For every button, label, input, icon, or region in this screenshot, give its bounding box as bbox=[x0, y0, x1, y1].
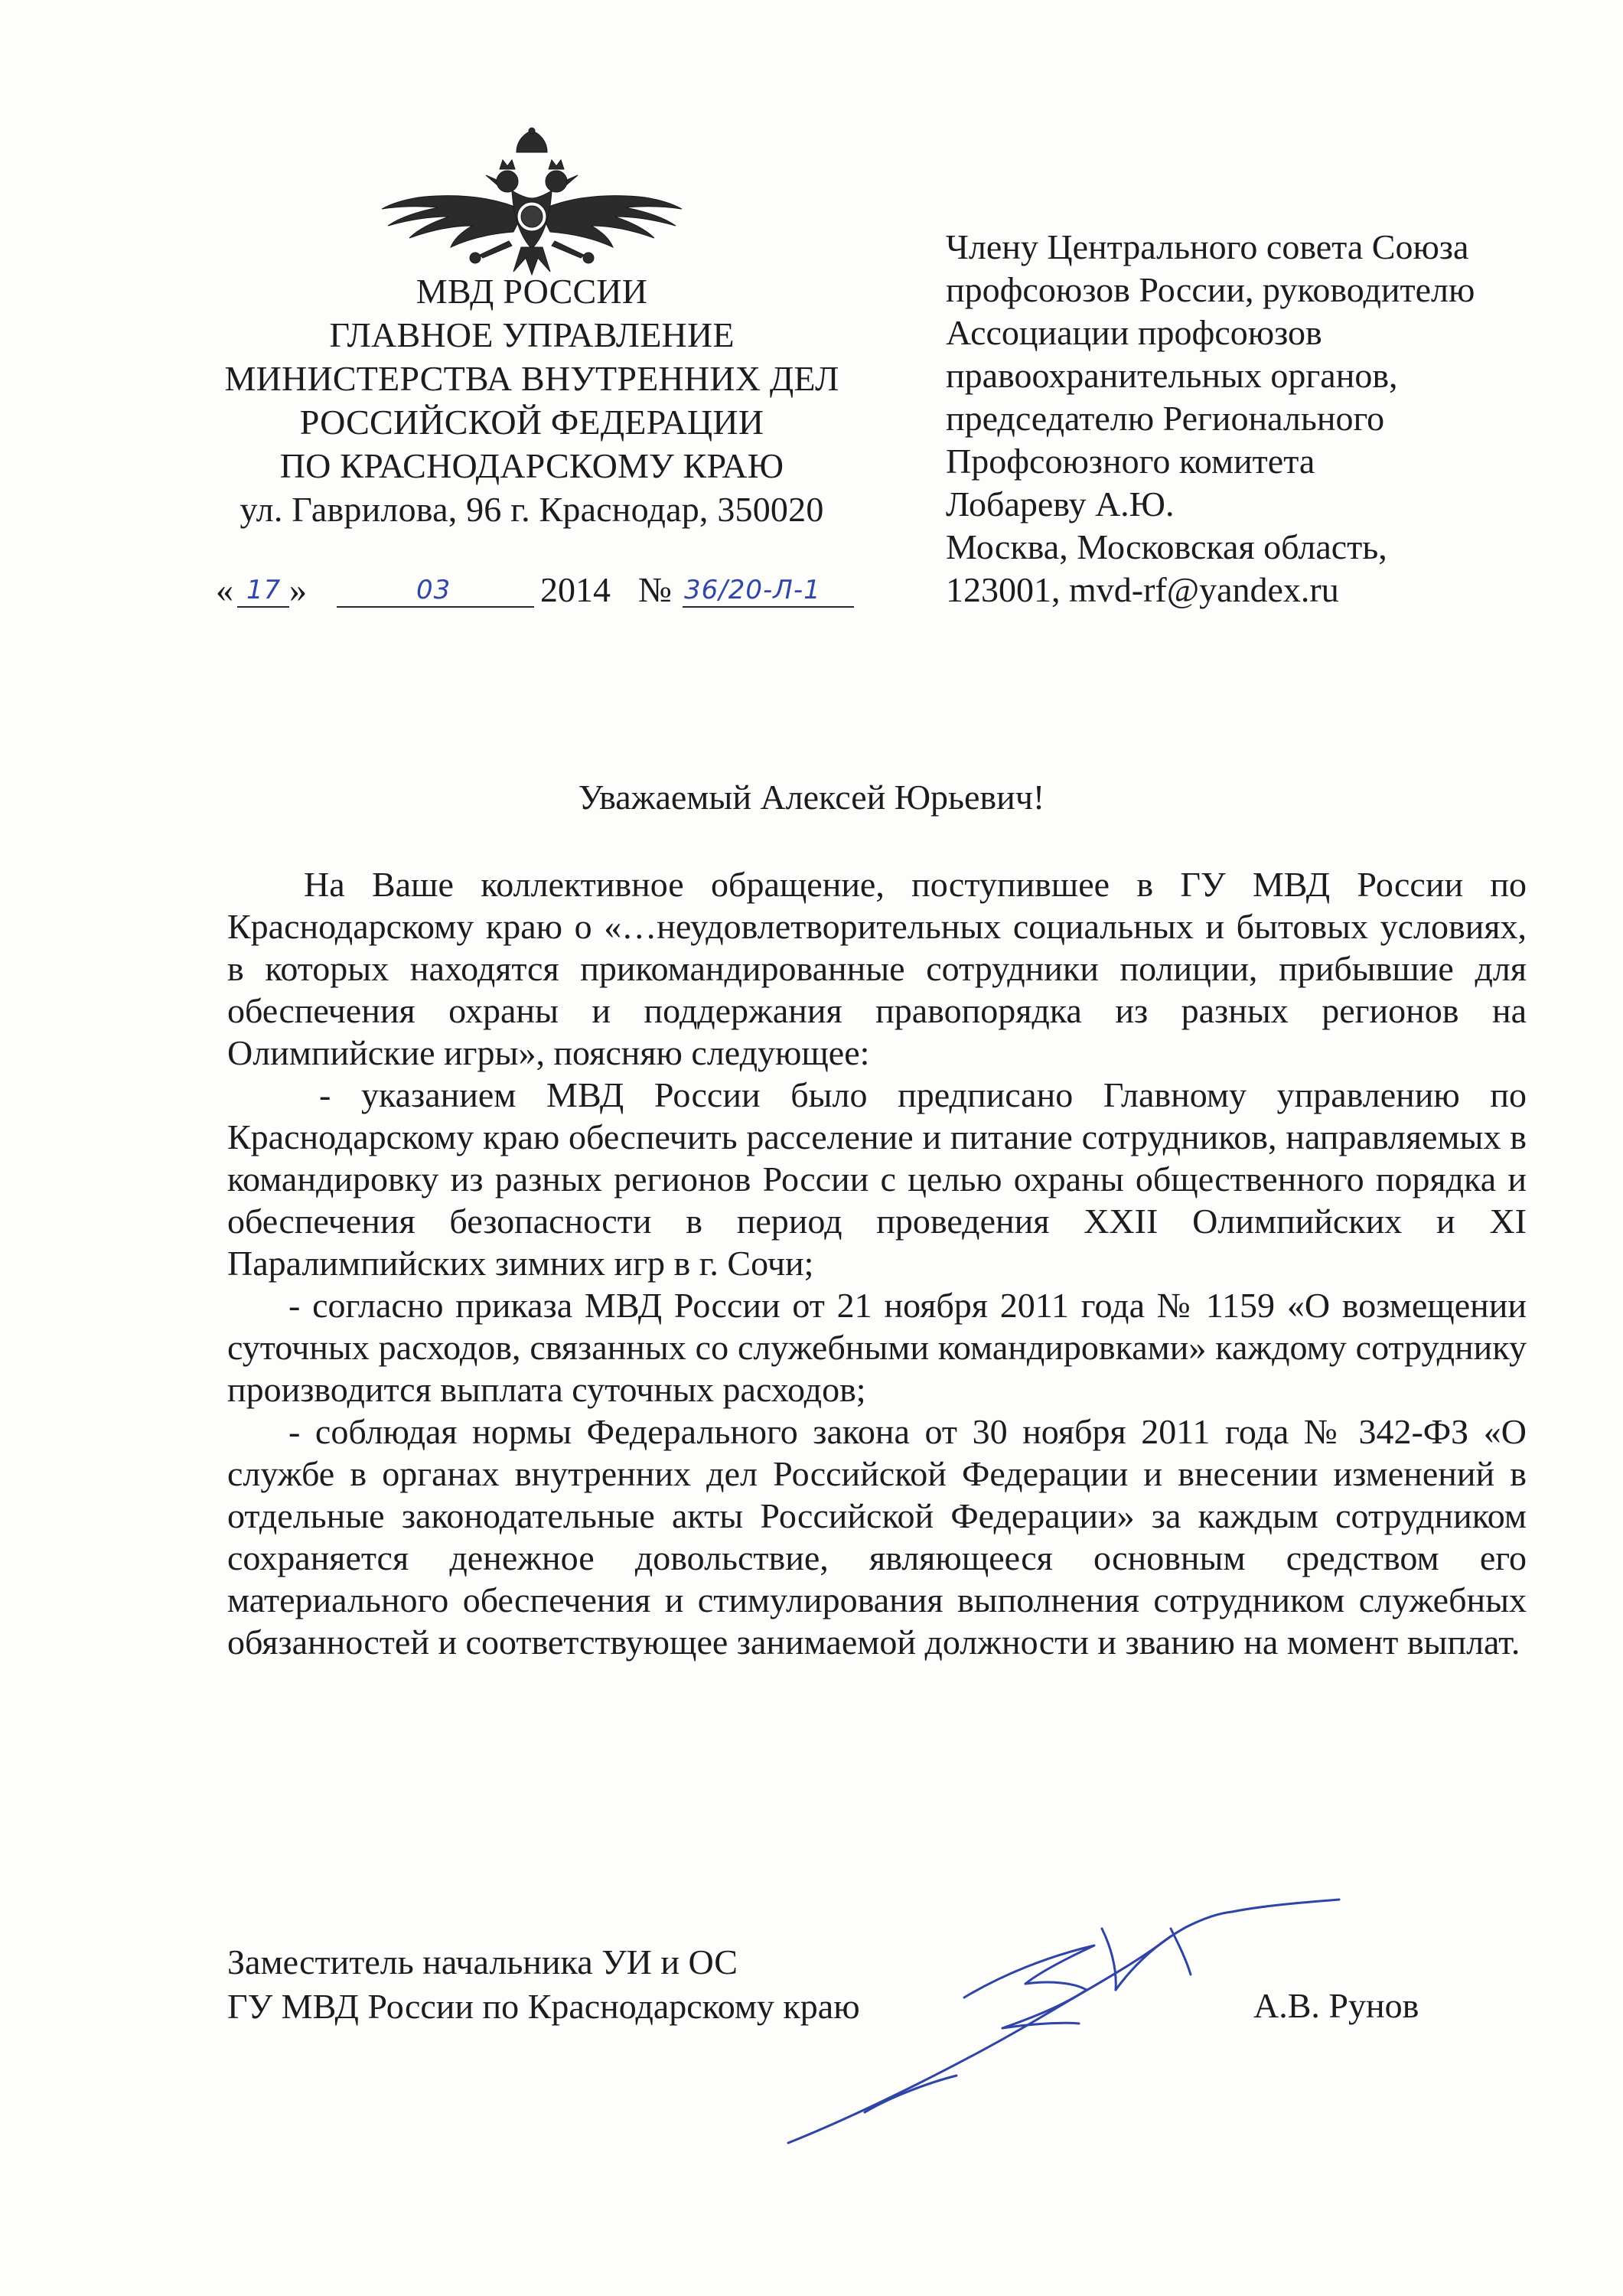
signatory-title bbox=[227, 1940, 860, 2029]
body-paragraph: На Ваше коллективное обращение, поступившее в ГУ МВД России по Краснодарскому краю о «…неудовлетворительных социальных и бытовых условиях, в которых находятся прикомандированные сотрудники полиции, прибывшие для обеспечения охраны и поддержания правопорядка из разных регионов на Олимпийские игры», поясняю следующее: bbox=[227, 865, 1527, 1072]
body-paragraph: - соблюдая нормы Федерального закона от 30 ноября 2011 года № 342-ФЗ «О службе в органах внутренних дел Российской Федерации и внесении изменений в отдельные законодательные акты Российской Федерации» за каждым сотрудником сохраняется денежное довольствие, являющееся основным средством его материального обеспечения и стимулирования выполнения сотрудником служебных обязанностей и соответствующее занимаемой должности и званию на момент выплат. bbox=[227, 1412, 1527, 1662]
org-line: РОССИЙСКОЙ ФЕДЕРАЦИИ bbox=[299, 403, 764, 442]
number-sign: № bbox=[638, 570, 672, 609]
greeting: Уважаемый Алексей Юрьевич! bbox=[578, 778, 1045, 817]
letterhead-organization bbox=[187, 269, 876, 531]
signatory-name: А.В. Рунов bbox=[1253, 1986, 1419, 2025]
date-year: 2014 bbox=[540, 570, 611, 609]
addressee-line: Москва, Московская область, bbox=[946, 527, 1387, 566]
double-headed-eagle-emblem bbox=[379, 126, 685, 276]
org-address: ул. Гаврилова, 96 г. Краснодар, 350020 bbox=[240, 490, 824, 529]
date-month: 03 bbox=[416, 575, 451, 605]
dateline bbox=[216, 566, 889, 614]
org-line: ПО КРАСНОДАРСКОМУ КРАЮ bbox=[279, 446, 784, 485]
addressee-line: профсоюзов России, руководителю bbox=[946, 270, 1475, 309]
org-line: ГЛАВНОЕ УПРАВЛЕНИЕ bbox=[329, 315, 735, 354]
body-paragraph: - согласно приказа МВД России от 21 ноября 2011 года № 1159 «О возмещении суточных расходов, связанных со служебными командировками» каждому сотруднику производится выплата суточных расходов; bbox=[227, 1286, 1527, 1409]
org-line: МИНИСТЕРСТВА ВНУТРЕННИХ ДЕЛ bbox=[224, 359, 839, 398]
date-close-quote: » bbox=[289, 570, 307, 609]
signatory-title-line: ГУ МВД России по Краснодарскому краю bbox=[227, 1987, 860, 2026]
addressee-line: правоохранительных органов, bbox=[946, 356, 1398, 395]
letter-body bbox=[227, 863, 1527, 1663]
addressee-block bbox=[946, 226, 1573, 612]
addressee-line: 123001, mvd-rf@yandex.ru bbox=[946, 570, 1339, 609]
addressee-line: Лобареву А.Ю. bbox=[946, 484, 1175, 523]
addressee-line: председателю Регионального bbox=[946, 399, 1385, 438]
org-line: МВД РОССИИ bbox=[416, 272, 648, 311]
signatory-title-line: Заместитель начальника УИ и ОС bbox=[227, 1942, 738, 1981]
addressee-line: Члену Центрального совета Союза bbox=[946, 227, 1469, 266]
addressee-line: Профсоюзного комитета bbox=[946, 442, 1315, 481]
body-paragraph: - указанием МВД России было предписано Главному управлению по Краснодарскому краю обеспечить расселение и питание сотрудников, направляемых в командировку из разных регионов России с целью охраны общественного порядка и обеспечения безопасности в период проведения XXII Олимпийских и XI Паралимпийских зимних игр в г. Сочи; bbox=[227, 1075, 1527, 1283]
registration-number: 36/20-Л-1 bbox=[684, 575, 821, 605]
addressee-line: Ассоциации профсоюзов bbox=[946, 313, 1322, 352]
date-day: 17 bbox=[246, 575, 282, 605]
date-open-quote: « bbox=[216, 570, 233, 609]
